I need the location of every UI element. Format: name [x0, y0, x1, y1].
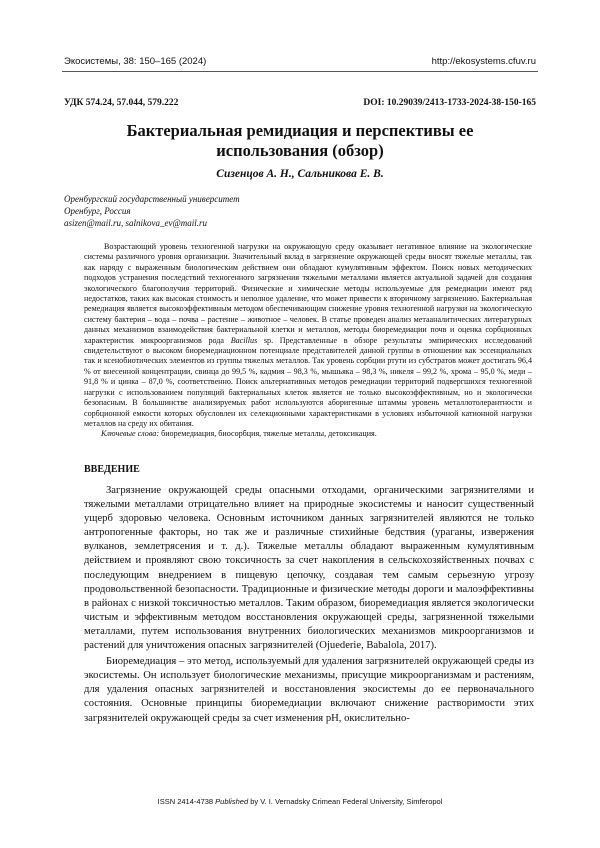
abstract-text-2: sp. Представленные в обзоре результаты эмпирических исследований свидетельствуют о высоком биоремедиационном потенциале представителей данной группы в отношении как эссенциальных так и ксенобиотических элементов из группы тяжелых металлов. Так уровень сорбции ртути из субстратов может достигать 96,4 % от внесенной концентрации, свинца до 99,5 %, кадмия – 98,3 %, мышьяка – 98,3 %, никеля – 99,2 %, хрома – 95,0 %, меди – 91,8 % и цинка – 87,0 %, соответственно. Поиск альтернативных методов ремедиации территорий подвергшихся техногенной нагрузки с использованием популяций бактериальных клеток является не только высокоэффективным, но и экологически безопасным. В большинстве анализируемых работ используются аборигенные штаммы уровень металлотолерантности и сорбционной емкости которых обусловлен их селекционными характеристиками в условиях избыточной катионной нагрузки металлов на среду их обитания.: [84, 335, 532, 428]
article-meta: [64, 98, 536, 108]
journal-url[interactable]: http://ekosystems.cfuv.ru: [431, 56, 536, 67]
running-header: [64, 56, 536, 67]
abstract-genus: Bacillus: [230, 335, 258, 345]
authors: Сизенцов А. Н., Сальникова Е. В.: [216, 168, 384, 180]
header-rule: [62, 71, 538, 72]
journal-citation: Экосистемы, 38: 150–165 (2024): [64, 56, 207, 67]
paragraph-1: Загрязнение окружающей среды опасными отходами, органическими загрязнителями и тяжелыми металлами отрицательно влияет на природные экосистемы и наносит существенный ущерб здоровью человека. Основным источником данных загрязнителей являются не только антропогенные факторы, но так же и различные стихийные бедствия (ураганы, извержения вулканов, землетрясения и т. д.). Тяжелые металлы обладают выраженным кумулятивным действием и проявляют свою токсичность за счет накопления в сельскохозяйственных почвах с последующим внедрением в пищевую цепочку, создавая тем самым серьезную угрозу продовольственной безопасности. Традиционные и физические методы дороги и малоэффективны в районах с низкой токсичностью металлов. Таким образом, биоремедиация является экологически чистым и эффективным методом восстановления окружающей среды, загрязненной тяжелыми металлами, путем использования внутренних биологических механизмов микроорганизмов и растений для уничтожения опасных загрязнителей (Ojuederie, Babalola, 2017).: [84, 485, 534, 652]
page-footer: [0, 797, 600, 806]
title-line-2: использования (обзор): [216, 141, 384, 160]
abstract-text-1: Возрастающий уровень техногенной нагрузки на окружающую среду оказывает негативное влияние на экологические системы различного уровня организации. Значительный вклад в загрязнение окружающей среды вносят тяжелые металлы, так как наряду с выраженным биологическим действием они обладают кумулятивным эффектом. Поиск новых методических подходов устранения последствий техногенного загрязнения тяжелыми металлами является актуальной задачей для создания экологического благополучия территорий. Физические и химические методы используемые для ремедиации имеют ряд недостатков, таких как высокая стоимость и неполное удаление, что может привести к вторичному загрязнению. Бактериальная ремедиация является высокоэффективным методом обеспечивающим снижение уровня техногенной нагрузки на экологическую систему бактерия – вода – почва – растение – животное – человек. В статье проведен анализ метааналитических литературных данных механизмов взаимодействия бактериальной клетки и металлов, методы биоремедиации почв и оценка сорбционных характеристик микроорганизмов рода: [84, 242, 532, 345]
footer-published: Published: [215, 797, 249, 806]
affiliation: [64, 193, 536, 229]
doi: DOI: 10.29039/2413-1733-2024-38-150-165: [363, 98, 536, 108]
udc-code: УДК 574.24, 57.044, 579.222: [64, 98, 179, 108]
title-line-1: Бактериальная ремидиация и перспективы ее: [126, 121, 474, 140]
footer-publisher: by V. I. Vernadsky Crimean Federal University, Simferopol: [248, 797, 443, 806]
affiliation-university: Оренбургский государственный университет: [64, 194, 240, 204]
keywords-label: Ключевые слова:: [101, 429, 160, 438]
paragraph-2: Биоремедиация – это метод, используемый для удаления загрязнителей окружающей среды из экосистемы. Он использует биологические механизмы, присущие микроорганизмам и растениям, для удаления опасных загрязнителей и восстановления экосистемы до ее первоначального состояния. Основные принципы биоремедиации включают снижение растворимости этих загрязнителей окружающей среды за счет изменения pH, окислительно-: [84, 656, 534, 724]
keywords-text: биоремедиация, биосорбция, тяжелые металлы, детоксикация.: [159, 429, 377, 438]
affiliation-city: Оренбург, Россия: [64, 206, 131, 216]
footer-issn: ISSN 2414-4738: [157, 797, 216, 806]
body-text: [84, 484, 534, 728]
article-title: [64, 121, 536, 161]
section-heading: ВВЕДЕНИЕ: [84, 464, 140, 475]
author-emails: asizen@mail.ru, salnikova_ev@mail.ru: [64, 218, 208, 228]
abstract: [84, 242, 532, 429]
keywords: [101, 429, 532, 438]
